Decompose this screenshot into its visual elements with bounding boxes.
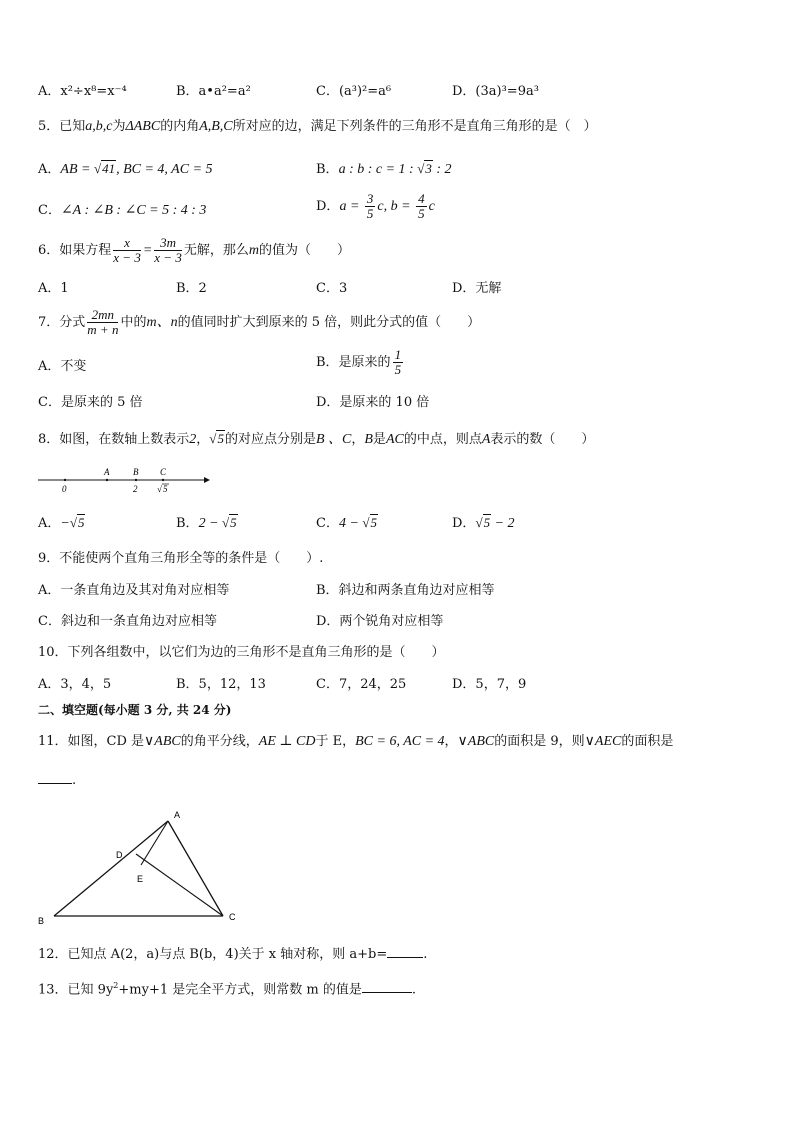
q5-stem-end: 所对应的边，满足下列条件的三角形不是直角三角形的是（ ） (232, 119, 597, 134)
q12-stem (38, 946, 427, 964)
q7-frac-den: m + n (87, 322, 119, 337)
q11-line2-end: . (72, 773, 77, 788)
q5-stem (38, 118, 597, 136)
q8-point-b (135, 479, 137, 481)
q5-option-b-rest: : 2 (432, 162, 452, 177)
q8-stem-prefix: 8．如图，在数轴上数表示 (38, 432, 190, 447)
q5-option-b-text: a : b : c = 1 : (338, 162, 418, 177)
q8-point-c (162, 479, 164, 481)
q8-label-c: C (160, 467, 167, 477)
q8-option-d-label: D． (452, 516, 476, 531)
q8-option-a-rad: 5 (77, 515, 85, 530)
q5-frac2-den: 5 (418, 206, 425, 221)
q6-stem (38, 236, 350, 265)
q9-option-a: A．一条直角边及其对角对应相等 (38, 583, 230, 598)
q8-option-d (452, 514, 515, 533)
q8-option-c-label: C． (316, 516, 339, 531)
q13-text-post: +my+1 是完全平方式，则常数 m 的值是 (118, 982, 362, 998)
q7-frac-b-num: 1 (394, 347, 402, 362)
q8-option-d-rad: 5 (483, 515, 491, 530)
q5-option-b-radicand: 3 (425, 161, 432, 176)
q7-stem (38, 308, 480, 337)
q7-vars: m、n (146, 315, 178, 330)
q7-option-a: A．不变 (38, 359, 87, 374)
q11-lens: BC = 6, AC = 4 (355, 734, 445, 749)
q6-stem-prefix: 6．如果方程 (38, 243, 112, 258)
q6-var: m (248, 243, 259, 258)
q8-stem-mid4: 的中点，则点 (403, 432, 482, 447)
q8-label-rad5: 5 (163, 484, 168, 494)
q13-text-pre: 13．已知 9y (38, 982, 114, 998)
q11-side-ac (168, 821, 223, 916)
q6-frac1-num: x (113, 236, 141, 251)
q5-triangle: ΔABC (125, 119, 161, 134)
q8-option-b-pre: 2 − (198, 516, 223, 531)
q5-option-d-frac1 (365, 192, 376, 221)
q4-option-a: A．x²÷x⁸=x⁻⁴ (38, 84, 127, 99)
q8-option-a-sqrt: √5 (69, 515, 85, 530)
q8-point-0 (64, 479, 66, 481)
q13-sup: 2 (113, 981, 119, 990)
q11-label-a: A (174, 810, 181, 820)
q8-option-a-pre: − (60, 516, 70, 531)
q7-frac-num: 2mn (87, 308, 118, 323)
q5-option-a-rest: , BC = 4, AC = 5 (116, 162, 213, 177)
q5-frac1-den: 5 (366, 206, 374, 221)
q8-option-b (176, 514, 238, 533)
q10-stem: 10．下列各组数中，以它们为边的三角形不是直角三角形的是（ ） (38, 645, 445, 660)
q8-label-a: A (104, 467, 110, 477)
q4-option-d: D．(3a)³=9a³ (452, 84, 539, 99)
q8-label-0: 0 (62, 484, 67, 494)
q5-option-a-label: A． (38, 162, 61, 177)
q8-axis-arrow (204, 477, 210, 483)
q11-stem-prefix: 11．如图，CD 是 (38, 734, 145, 749)
q8-option-c-pre: 4 − (338, 516, 363, 531)
q8-bc: B 、C (315, 432, 352, 447)
q8-num2: 2 (189, 432, 197, 447)
q6-equals: = (142, 243, 153, 258)
q7-option-b (316, 348, 405, 377)
q5-option-d-end: c (428, 199, 435, 214)
q6-frac1 (113, 236, 141, 265)
q5-stem-mid2: 的内角 (160, 119, 200, 134)
q7-frac-b-den: 5 (394, 362, 402, 377)
q11-answer-blank[interactable] (38, 783, 72, 784)
q9-option-d: D．两个锐角对应相等 (316, 614, 444, 629)
q5-option-b-sqrt: √3 (417, 161, 432, 176)
q8-stem (38, 430, 594, 449)
q5-frac2-num: 4 (418, 191, 425, 206)
q5-angles: A,B,C (199, 119, 233, 134)
q5-stem-prefix: 5．已知 (38, 119, 86, 134)
q5-option-d-mid: c, b = (377, 199, 415, 214)
q7-option-d: D．是原来的 10 倍 (316, 395, 430, 410)
q5-stem-mid1: 为 (112, 119, 126, 134)
q5-option-d-label: D． (316, 199, 340, 214)
q8-option-c (316, 514, 378, 533)
q8-label-b: B (133, 467, 139, 477)
q7-option-b-frac (393, 348, 404, 377)
q5-option-c (38, 202, 206, 220)
q8-stem-mid2: ， (351, 432, 365, 447)
q5-option-b (316, 160, 452, 179)
q7-stem-prefix: 7．分式 (38, 315, 86, 330)
q6-option-b: B．2 (176, 281, 207, 296)
q6-option-c: C．3 (316, 281, 348, 296)
q6-frac1-den: x − 3 (113, 250, 141, 265)
q8-option-b-rad: 5 (230, 515, 237, 530)
q9-stem: 9．不能使两个直角三角形全等的条件是（ ）. (38, 551, 324, 566)
q8-option-b-sqrt: √5 (222, 515, 237, 530)
q11-tri2: ∨ABC (457, 734, 495, 749)
q11-tri3: ∨AEC (584, 734, 622, 749)
q11-segment-ae (141, 821, 168, 865)
q7-option-b-text: B．是原来的 (316, 355, 391, 370)
q11-stem-mid4: 的面积是 9，则 (494, 734, 585, 749)
q5-option-a-text: AB = (60, 162, 94, 177)
q4-option-b: B．a•a²=a² (176, 84, 251, 99)
q6-option-a: A．1 (38, 281, 69, 296)
q8-option-a (38, 514, 85, 533)
q11-tri1: ∨ABC (144, 734, 181, 749)
q12-answer-blank[interactable] (387, 957, 423, 958)
q10-option-b: B．5，12，13 (176, 677, 266, 692)
q5-option-a-sqrt: √41 (93, 161, 116, 176)
q11-segment-cd (136, 854, 223, 916)
q8-option-a-label: A． (38, 516, 61, 531)
q6-frac2-den: x − 3 (154, 250, 182, 265)
q5-option-d-a: a = (339, 199, 363, 214)
section-title-fill-blank: 二、填空题(每小题 3 分, 共 24 分) (38, 703, 232, 717)
q5-option-c-label: C． (38, 203, 61, 218)
q8-number-line (34, 462, 214, 498)
q13-end: . (411, 982, 416, 998)
q8-stem-mid1: 的对应点分别是 (224, 432, 316, 447)
q11-stem-end: 的面积是 (621, 734, 674, 749)
q11-label-c: C (229, 912, 236, 922)
q11-triangle-figure (34, 806, 244, 926)
q8-a: A (481, 432, 491, 447)
q5-option-a (38, 160, 213, 179)
q8-sqrt-sign: √ (157, 484, 162, 494)
q8-b: B (364, 432, 373, 447)
q11-label-e: E (137, 874, 144, 884)
q5-option-c-text: ∠A : ∠B : ∠C = 5 : 4 : 3 (60, 203, 207, 218)
q8-option-c-sqrt: √5 (362, 515, 378, 530)
q11-stem-mid2: 于 E， (315, 734, 356, 749)
q12-text: 12．已知点 A(2，a)与点 B(b，4)关于 x 轴对称，则 a+b= (38, 947, 388, 962)
q6-stem-end: 的值为（ ） (258, 243, 350, 258)
q11-side-ab (54, 821, 168, 916)
q5-option-a-radicand: 41 (102, 161, 116, 176)
q9-option-c: C．斜边和一条直角边对应相等 (38, 614, 217, 629)
q11-stem (38, 733, 673, 751)
q7-frac (87, 308, 118, 337)
q10-option-c: C．7，24，25 (316, 677, 407, 692)
q5-option-d (316, 192, 435, 221)
q11-label-d: D (116, 850, 123, 860)
q8-sqrt5: √5 (209, 431, 224, 446)
q6-option-d: D．无解 (452, 281, 502, 296)
q7-stem-mid: 中的 (120, 315, 147, 330)
q5-option-d-frac2 (416, 192, 427, 221)
q8-comma: ， (196, 432, 210, 447)
q5-option-b-label: B． (316, 162, 339, 177)
q5-vars: a,b,c (85, 119, 113, 134)
q8-stem-mid3: 是 (372, 432, 386, 447)
q8-label-2: 2 (133, 484, 138, 494)
q8-stem-end: 表示的数（ ） (490, 432, 595, 447)
q11-answer-line (38, 772, 76, 790)
q6-frac2 (154, 236, 182, 265)
q8-ac: AC (385, 432, 404, 447)
q8-option-c-rad: 5 (370, 515, 378, 530)
q8-rad5: 5 (217, 431, 224, 446)
q6-stem-mid: 无解，那么 (183, 243, 249, 258)
q11-stem-mid3: ， (444, 734, 458, 749)
q8-option-b-label: B． (176, 516, 199, 531)
q13-answer-blank[interactable] (362, 992, 412, 993)
q7-option-c: C．是原来的 5 倍 (38, 395, 143, 410)
q8-point-a (106, 479, 108, 481)
q10-option-a: A．3，4，5 (38, 677, 112, 692)
q9-option-b: B．斜边和两条直角边对应相等 (316, 583, 495, 598)
q10-option-d: D．5，7，9 (452, 677, 527, 692)
q11-perp: AE ⊥ CD (258, 734, 316, 749)
q8-option-d-sqrt: √5 (475, 515, 491, 530)
q6-frac2-num: 3m (154, 236, 182, 251)
q11-stem-mid1: 的角平分线， (180, 734, 259, 749)
q7-stem-end: 的值同时扩大到原来的 5 倍，则此分式的值（ ） (177, 315, 481, 330)
q13-stem (38, 977, 416, 999)
q5-frac1-num: 3 (366, 191, 374, 206)
q11-label-b: B (38, 916, 45, 926)
q12-end: . (423, 947, 428, 962)
q8-option-d-post: − 2 (491, 516, 515, 531)
q4-option-c: C．(a³)²=a⁶ (316, 84, 392, 99)
